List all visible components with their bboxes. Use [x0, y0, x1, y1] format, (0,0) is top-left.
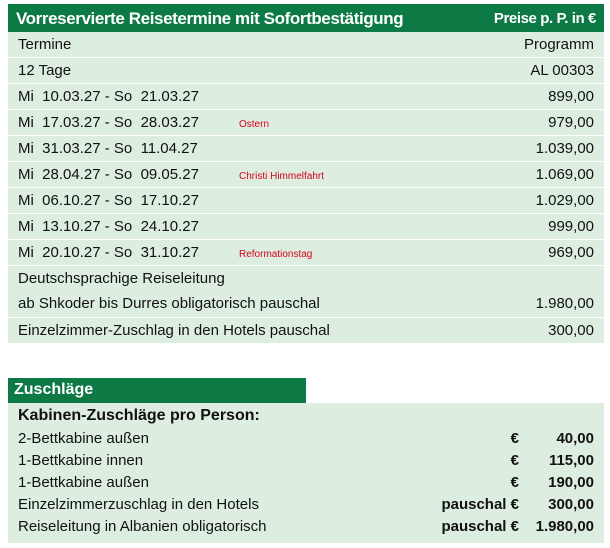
column-header-row	[8, 32, 604, 58]
surcharge-label: 1-Bettkabine außen	[18, 474, 149, 491]
date-price: 1.039,00	[535, 140, 594, 157]
date-range: Mi 06.10.27 - So 17.10.27	[18, 192, 199, 209]
surcharge-prefix: €	[510, 452, 519, 469]
program-code: AL 00303	[530, 62, 594, 79]
date-price: 1.029,00	[535, 192, 594, 209]
column-header-dates: Termine	[18, 36, 72, 53]
duration-label: 12 Tage	[18, 62, 72, 79]
dates-table-title: Vorreservierte Reisetermine mit Sofortbestätigung	[16, 9, 404, 28]
surcharge-amount: 1.980,00	[535, 518, 594, 535]
guide-row	[8, 266, 604, 318]
date-row	[8, 188, 604, 214]
surcharge-amount: 115,00	[548, 452, 594, 469]
date-price: 999,00	[548, 218, 594, 235]
cabin-surcharge-heading: Kabinen-Zuschläge pro Person:	[18, 407, 260, 424]
surcharges-body	[8, 403, 604, 543]
date-range: Mi 17.03.27 - So 28.03.27	[18, 114, 199, 131]
surcharge-prefix: €	[510, 430, 519, 447]
holiday-note: Ostern	[239, 119, 270, 130]
surcharge-prefix: pauschal €	[441, 496, 519, 513]
surcharge-prefix: pauschal €	[441, 518, 519, 535]
date-row	[8, 240, 604, 266]
single-room-row	[8, 318, 604, 344]
date-range: Mi 20.10.27 - So 31.10.27	[18, 244, 199, 261]
surcharge-label: 2-Bettkabine außen	[18, 430, 149, 447]
date-range: Mi 31.03.27 - So 11.04.27	[18, 140, 198, 157]
surcharge-label: Einzelzimmerzuschlag in den Hotels	[18, 496, 259, 513]
surcharge-amount: 40,00	[556, 430, 594, 447]
surcharge-amount: 190,00	[548, 474, 594, 491]
price-unit-label: Preise p. P. in €	[493, 10, 596, 27]
date-range: Mi 28.04.27 - So 09.05.27	[18, 166, 199, 183]
date-row	[8, 136, 604, 162]
date-row	[8, 214, 604, 240]
surcharges-header	[8, 378, 306, 403]
date-row	[8, 162, 604, 188]
column-header-program: Programm	[523, 36, 594, 53]
surcharge-label: 1-Bettkabine innen	[18, 452, 144, 469]
duration-row	[8, 58, 604, 84]
surcharge-amount: 300,00	[548, 496, 594, 513]
date-range: Mi 10.03.27 - So 21.03.27	[18, 88, 199, 105]
date-row	[8, 110, 604, 136]
surcharge-prefix: €	[510, 474, 519, 491]
single-room-price: 300,00	[548, 322, 594, 339]
holiday-note: Reformationstag	[239, 249, 313, 260]
surcharge-label: Reiseleitung in Albanien obligatorisch	[18, 518, 267, 535]
date-price: 899,00	[548, 88, 594, 105]
guide-price: 1.980,00	[535, 295, 594, 312]
dates-table-header	[8, 4, 604, 32]
holiday-note: Christi Himmelfahrt	[239, 171, 325, 182]
guide-label-line1: Deutschsprachige Reiseleitung	[18, 270, 225, 287]
date-price: 1.069,00	[535, 166, 594, 183]
date-row	[8, 84, 604, 110]
date-range: Mi 13.10.27 - So 24.10.27	[18, 218, 199, 235]
date-price: 979,00	[548, 114, 594, 131]
single-room-label: Einzelzimmer-Zuschlag in den Hotels pauschal	[18, 322, 330, 339]
guide-label-line2: ab Shkoder bis Durres obligatorisch pauschal	[18, 295, 320, 312]
surcharges-title: Zuschläge	[14, 381, 94, 398]
date-price: 969,00	[548, 244, 594, 261]
